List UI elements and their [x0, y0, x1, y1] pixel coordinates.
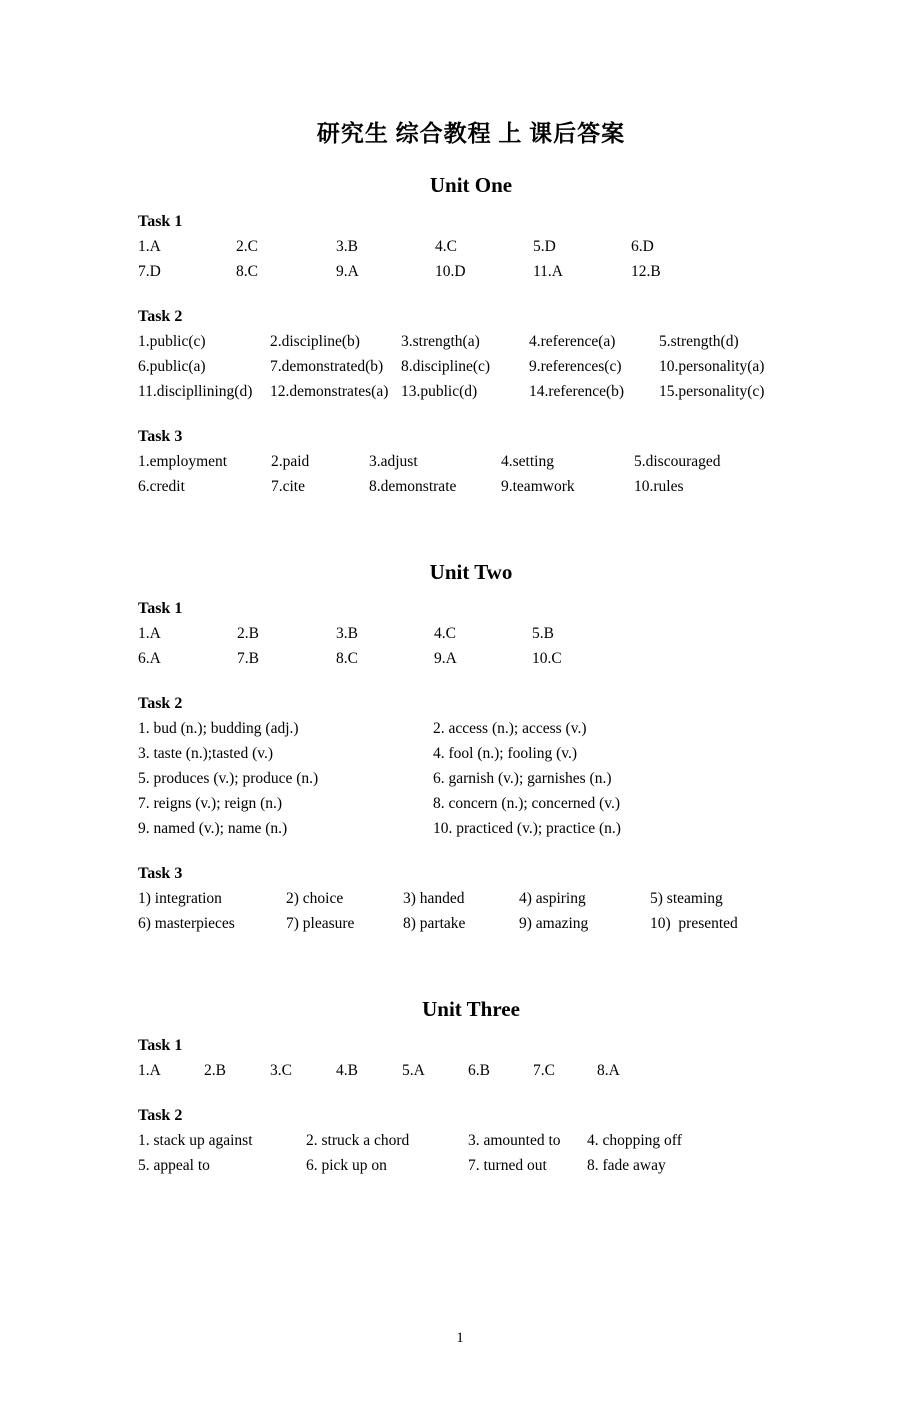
answer-cell: 6. pick up on: [306, 1157, 387, 1174]
answer-cell: 2.C: [236, 238, 258, 255]
answer-row: [138, 1128, 804, 1153]
answer-row: [138, 816, 804, 841]
answer-cell: 2.paid: [271, 453, 310, 470]
answer-cell: 2.B: [204, 1062, 226, 1079]
task-block: [138, 1034, 804, 1083]
answer-row: [138, 1153, 804, 1178]
answer-cell: 8.A: [597, 1062, 620, 1079]
answer-row: [138, 234, 804, 259]
answer-cell: 5.A: [402, 1062, 425, 1079]
answer-cell: 1.A: [138, 625, 161, 642]
answer-row: [138, 379, 804, 404]
answer-cell: 5. appeal to: [138, 1157, 210, 1174]
task-label: Task 2: [138, 695, 183, 712]
task-label: Task 1: [138, 1037, 183, 1054]
answer-row: [138, 911, 804, 936]
answer-cell: 4.C: [434, 625, 456, 642]
answer-cell: 2. access (n.); access (v.): [433, 720, 587, 737]
answer-cell: 8. concern (n.); concerned (v.): [433, 795, 621, 812]
task-label: Task 3: [138, 428, 183, 445]
document-title: 研究生 综合教程 上 课后答案: [316, 121, 626, 146]
answer-cell: 5.strength(d): [659, 333, 739, 350]
answer-cell: 3. taste (n.);tasted (v.): [138, 745, 274, 762]
answer-row: [138, 791, 804, 816]
answer-row: [138, 716, 804, 741]
answer-cell: 7.B: [237, 650, 259, 667]
answer-cell: 3.strength(a): [401, 333, 480, 350]
answer-cell: 2) choice: [286, 890, 344, 907]
answer-cell: 5.D: [533, 238, 556, 255]
answer-cell: 11.discipllining(d): [138, 383, 253, 400]
answer-cell: 8.C: [236, 263, 258, 280]
answer-cell: 2.discipline(b): [270, 333, 360, 350]
answer-cell: 9.references(c): [529, 358, 622, 375]
answer-row: [138, 329, 804, 354]
answer-cell: 4) aspiring: [519, 890, 586, 907]
document-content: [0, 120, 920, 1178]
task-block: [138, 692, 804, 841]
task-block: [138, 1104, 804, 1178]
answer-cell: 9.teamwork: [501, 478, 575, 495]
task-block: [138, 210, 804, 284]
answer-cell: 6) masterpieces: [138, 915, 235, 932]
answer-cell: 4. fool (n.); fooling (v.): [433, 745, 578, 762]
answer-cell: 6.D: [631, 238, 654, 255]
answer-cell: 7.cite: [271, 478, 305, 495]
answer-cell: 11.A: [533, 263, 563, 280]
answer-cell: 2. struck a chord: [306, 1132, 410, 1149]
answer-row: [138, 1058, 804, 1083]
answer-row: [138, 259, 804, 284]
answer-cell: 5.discouraged: [634, 453, 721, 470]
answer-cell: 6. garnish (v.); garnishes (n.): [433, 770, 612, 787]
answer-cell: 1) integration: [138, 890, 222, 907]
answer-cell: 7.C: [533, 1062, 555, 1079]
answer-cell: 12.demonstrates(a): [270, 383, 389, 400]
unit-heading: Unit Three: [422, 997, 520, 1021]
answer-cell: 4.B: [336, 1062, 358, 1079]
answer-cell: 5.B: [532, 625, 554, 642]
answer-cell: 7.D: [138, 263, 161, 280]
answer-cell: 12.B: [631, 263, 661, 280]
answer-cell: 4.setting: [501, 453, 554, 470]
answer-cell: 3) handed: [403, 890, 465, 907]
unit-section: [138, 172, 804, 499]
answer-cell: 8.demonstrate: [369, 478, 457, 495]
answer-cell: 1.A: [138, 1062, 161, 1079]
answer-cell: 4.C: [435, 238, 457, 255]
answer-cell: 10.D: [435, 263, 466, 280]
answer-cell: 6.A: [138, 650, 161, 667]
unit-section: [138, 996, 804, 1178]
answer-cell: 6.B: [468, 1062, 490, 1079]
answer-cell: 6.public(a): [138, 358, 206, 375]
answer-cell: 1.employment: [138, 453, 228, 470]
answer-cell: 9) amazing: [519, 915, 589, 932]
task-block: [138, 597, 804, 671]
task-label: Task 1: [138, 213, 183, 230]
answer-cell: 7) pleasure: [286, 915, 355, 932]
task-label: Task 2: [138, 1107, 183, 1124]
answer-row: [138, 886, 804, 911]
answer-row: [138, 474, 804, 499]
answer-cell: 10.rules: [634, 478, 684, 495]
page-number: 1: [456, 1330, 464, 1346]
answer-cell: 14.reference(b): [529, 383, 625, 400]
answer-cell: 5. produces (v.); produce (n.): [138, 770, 319, 787]
answer-cell: 7. reigns (v.); reign (n.): [138, 795, 283, 812]
task-label: Task 2: [138, 308, 183, 325]
answer-cell: 2.B: [237, 625, 259, 642]
task-block: [138, 862, 804, 936]
answer-cell: 3.B: [336, 238, 358, 255]
answer-cell: 8.discipline(c): [401, 358, 491, 375]
task-label: Task 3: [138, 865, 183, 882]
answer-row: [138, 741, 804, 766]
answer-cell: 10.C: [532, 650, 562, 667]
answer-cell: 3. amounted to: [468, 1132, 561, 1149]
answer-cell: 15.personality(c): [659, 383, 765, 400]
answer-cell: 7. turned out: [468, 1157, 547, 1174]
answer-cell: 3.B: [336, 625, 358, 642]
answer-cell: 10.personality(a): [659, 358, 765, 375]
answer-cell: 10) presented: [650, 915, 738, 932]
answer-cell: 5) steaming: [650, 890, 723, 907]
units-container: [138, 172, 804, 1178]
answer-row: [138, 354, 804, 379]
answer-row: [138, 621, 804, 646]
unit-heading: Unit Two: [429, 560, 513, 584]
answer-cell: 8. fade away: [587, 1157, 666, 1174]
answer-cell: 1.public(c): [138, 333, 206, 350]
answer-cell: 1. stack up against: [138, 1132, 253, 1149]
task-block: [138, 305, 804, 404]
answer-cell: 9.A: [434, 650, 457, 667]
answer-cell: 9.A: [336, 263, 359, 280]
answer-cell: 3.C: [270, 1062, 292, 1079]
answer-row: [138, 646, 804, 671]
task-block: [138, 425, 804, 499]
answer-cell: 7.demonstrated(b): [270, 358, 384, 375]
answer-cell: 9. named (v.); name (n.): [138, 820, 288, 837]
answer-cell: 4.reference(a): [529, 333, 616, 350]
answer-cell: 3.adjust: [369, 453, 418, 470]
answer-cell: 1. bud (n.); budding (adj.): [138, 720, 299, 737]
unit-heading: Unit One: [429, 173, 513, 197]
answer-cell: 1.A: [138, 238, 161, 255]
answer-cell: 13.public(d): [401, 383, 478, 400]
answer-row: [138, 766, 804, 791]
answer-cell: 8) partake: [403, 915, 466, 932]
unit-section: [138, 559, 804, 936]
task-label: Task 1: [138, 600, 183, 617]
document-page: [0, 120, 920, 1346]
answer-cell: 8.C: [336, 650, 358, 667]
answer-cell: 6.credit: [138, 478, 185, 495]
answer-cell: 4. chopping off: [587, 1132, 682, 1149]
answer-cell: 10. practiced (v.); practice (n.): [433, 820, 621, 837]
answer-row: [138, 449, 804, 474]
